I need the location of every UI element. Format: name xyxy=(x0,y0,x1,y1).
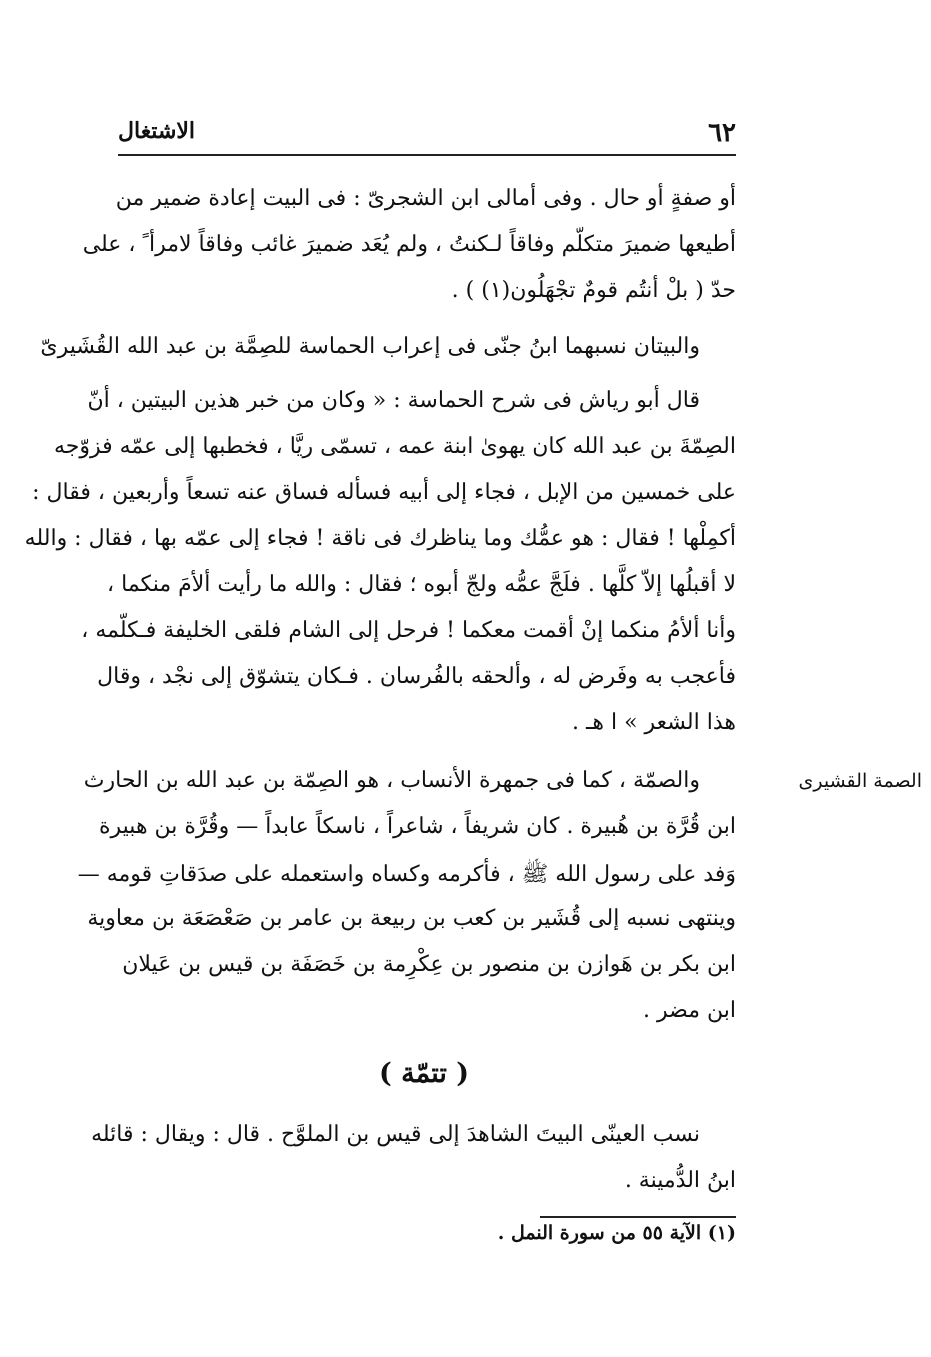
margin-note: الصمة القشيرى xyxy=(798,770,922,792)
text-line: ابنُ الدُّمينة . xyxy=(624,1168,736,1193)
text-line: نسب العينّى البيتَ الشاهدَ إلى قيس بن الملوَّح . قال : ويقال : قائله xyxy=(91,1122,700,1147)
page-header xyxy=(118,112,736,156)
text-line: وأنا ألأمُ منكما إنْ أقمت معكما ! فرحل إلى الشام فلقى الخليفة فـكلّمه ، xyxy=(81,618,736,643)
text-line: ابن قُرَّة بن هُبيرة . كان شريفاً ، شاعراً ، ناسكاً عابداً — وقُرَّة بن هبيرة xyxy=(99,814,736,839)
text-line: ابن بكر بن هَوازن بن منصور بن عِكْرِمة بن خَصَفَة بن قيس بن عَيلان xyxy=(122,952,736,977)
text-line: قال أبو رياش فى شرح الحماسة : « وكان من خبر هذين البيتين ، أنّ xyxy=(87,388,700,413)
text-line: على خمسين من الإبل ، فجاء إلى أبيه فسأله فساق عنه تسعاً وأربعين ، فقال : xyxy=(32,480,736,505)
text-line: أطيعها ضميرَ متكلّم وفاقاً لـكنتُ ، ولم يُعَد ضميرَ غائب وفاقاً لامرأ ً ، على xyxy=(82,232,736,257)
text-line: حدّ ( بلْ أنتُم قومٌ تجْهَلُون(١) ) . xyxy=(451,278,736,303)
text-line: وَفد على رسول الله ﷺ ، فأكرمه وكساه واستعمله على صدَقاتِ قومه — xyxy=(77,862,736,887)
text-line: هذا الشعر » ا هـ . xyxy=(571,710,736,735)
text-line: الصِمّةَ بن عبد الله كان يهوىٰ ابنة عمه ، تسمّى ريَّا ، فخطبها إلى عمّه فزوّجه xyxy=(53,434,736,459)
text-line: والبيتان نسبهما ابنُ جنّى فى إعراب الحماسة للصِمَّة بن عبد الله القُشَيرىّ xyxy=(40,334,700,359)
page-number: ٦٢ xyxy=(708,118,736,148)
text-line: أو صفةٍ أو حال . وفى أمالى ابن الشجرىّ : فى البيت إعادة ضمير من xyxy=(115,186,736,211)
footnote: (١) الآية ٥٥ من سورة النمل . xyxy=(497,1222,736,1244)
text-line: لا أقبلُها إلاّ كلَّها . فلَجَّ عمُّه ولجّ أبوه ؛ فقال : والله ما رأيت ألأمَ منكما ، xyxy=(107,572,736,597)
text-line: فأعجب به وفَرض له ، وألحقه بالفُرسان . فـكان يتشوّق إلى نجْد ، وقال xyxy=(97,664,736,689)
text-line: والصمّة ، كما فى جمهرة الأنساب ، هو الصِمّة بن عبد الله بن الحارث xyxy=(83,768,700,793)
running-title: الاشتغال xyxy=(118,118,196,144)
text-line: وينتهى نسبه إلى قُشَير بن كعب بن ربيعة بن عامر بن صَعْصَعَة بن معاوية xyxy=(87,906,736,931)
text-line: أكمِلْها ! فقال : هو عمُّك وما يناظرك فى ناقة ! فجاء إلى عمّه بها ، فقال : والله xyxy=(24,526,736,551)
footnote-rule xyxy=(540,1216,736,1218)
text-line: ابن مضر . xyxy=(643,998,736,1023)
section-heading: ( تتمّة ) xyxy=(378,1058,470,1089)
